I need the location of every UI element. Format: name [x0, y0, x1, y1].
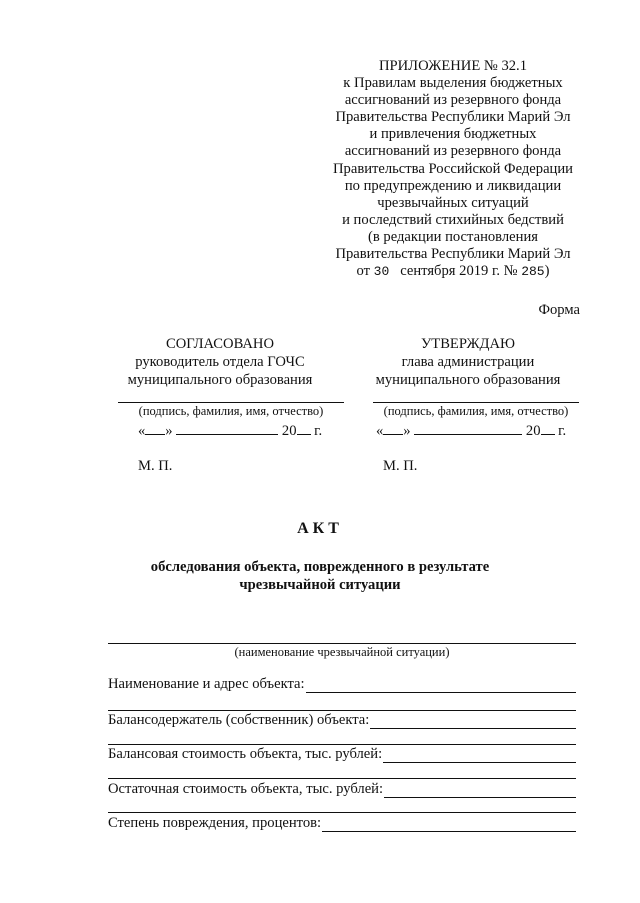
field-input-line[interactable]	[370, 714, 576, 729]
quote-close: »	[165, 423, 173, 439]
decree-number: 285	[521, 264, 545, 280]
appendix-line: ассигнований из резервного фонда	[344, 92, 562, 109]
date-day: 30	[373, 264, 390, 280]
date-suffix: )	[544, 263, 550, 280]
act-subtitle-line2: чрезвычайной ситуации	[239, 577, 401, 593]
field-damage-degree[interactable]	[108, 815, 576, 832]
seal-right: М. П.	[383, 458, 418, 474]
field-residual-value[interactable]	[108, 781, 576, 798]
form-label: Форма	[538, 302, 580, 318]
field-object-name-address[interactable]	[108, 676, 576, 693]
emergency-name-line[interactable]	[108, 643, 576, 644]
year-prefix: 20	[281, 423, 297, 439]
appendix-header	[318, 58, 588, 280]
appendix-line: (в редакции постановления	[368, 228, 538, 245]
approval-right	[348, 335, 588, 389]
signature-line-left	[118, 402, 344, 403]
approval-right-line1: глава администрации	[401, 354, 535, 370]
appendix-line: по предупреждению и ликвидации	[344, 177, 562, 194]
approval-left	[100, 335, 340, 389]
day-blank	[145, 422, 165, 435]
approval-right-title: УТВЕРЖДАЮ	[420, 336, 516, 352]
month-blank	[176, 422, 278, 435]
quote-open: «	[138, 423, 146, 439]
year-blank	[297, 422, 311, 435]
act-title: АКТ	[297, 520, 343, 537]
act-subtitle-line1: обследования объекта, поврежденного в результате	[150, 559, 490, 575]
approval-left-line1: руководитель отдела ГОЧС	[135, 354, 305, 370]
field-continuation-line[interactable]	[108, 778, 576, 779]
appendix-title: ПРИЛОЖЕНИЕ № 32.1	[378, 58, 527, 74]
signature-caption-left: (подпись, фамилия, имя, отчество)	[138, 404, 324, 418]
field-book-value[interactable]	[108, 746, 576, 763]
field-input-line[interactable]	[384, 783, 576, 798]
signature-caption-right: (подпись, фамилия, имя, отчество)	[383, 404, 569, 418]
year-suffix: г.	[314, 423, 323, 439]
approval-right-line2: муниципального образования	[375, 372, 561, 388]
field-label: Наименование и адрес объекта:	[108, 676, 305, 692]
seal-left: М. П.	[138, 458, 173, 474]
field-input-line[interactable]	[322, 817, 576, 832]
field-input-line[interactable]	[306, 678, 576, 693]
appendix-line: и привлечения бюджетных	[369, 126, 537, 143]
field-input-line[interactable]	[383, 748, 576, 763]
field-label: Балансовая стоимость объекта, тыс. рублей:	[108, 746, 383, 762]
signature-line-right	[373, 402, 579, 403]
date-prefix: от	[356, 263, 370, 280]
date-line-left	[138, 422, 322, 440]
appendix-line: ассигнований из резервного фонда	[344, 143, 562, 160]
appendix-line: к Правилам выделения бюджетных	[343, 75, 563, 92]
date-line-right	[376, 422, 566, 440]
field-label: Степень повреждения, процентов:	[108, 815, 322, 831]
field-balance-holder[interactable]	[108, 712, 576, 729]
appendix-line: чрезвычайных ситуаций	[377, 194, 529, 211]
quote-close: »	[403, 423, 411, 439]
year-prefix: 20	[525, 423, 541, 439]
appendix-line: Правительства Республики Марий Эл	[335, 109, 571, 126]
field-continuation-line[interactable]	[108, 812, 576, 813]
approval-left-title: СОГЛАСОВАНО	[165, 336, 275, 352]
quote-open: «	[376, 423, 384, 439]
month-blank	[414, 422, 522, 435]
act-subtitle	[100, 558, 540, 594]
appendix-line: и последствий стихийных бедствий	[342, 211, 564, 228]
appendix-line: Правительства Республики Марий Эл	[335, 246, 571, 263]
field-label: Остаточная стоимость объекта, тыс. рублей:	[108, 781, 384, 797]
emergency-caption: (наименование чрезвычайной ситуации)	[234, 645, 450, 659]
field-continuation-line[interactable]	[108, 710, 576, 711]
year-blank	[541, 422, 555, 435]
field-label: Балансодержатель (собственник) объекта:	[108, 712, 370, 728]
appendix-date-line	[318, 263, 588, 280]
approval-left-line2: муниципального образования	[127, 372, 313, 388]
field-continuation-line[interactable]	[108, 744, 576, 745]
appendix-line: Правительства Российской Федерации	[333, 160, 573, 177]
day-blank	[383, 422, 403, 435]
date-month-year: сентября 2019 г. №	[400, 263, 518, 280]
year-suffix: г.	[558, 423, 567, 439]
